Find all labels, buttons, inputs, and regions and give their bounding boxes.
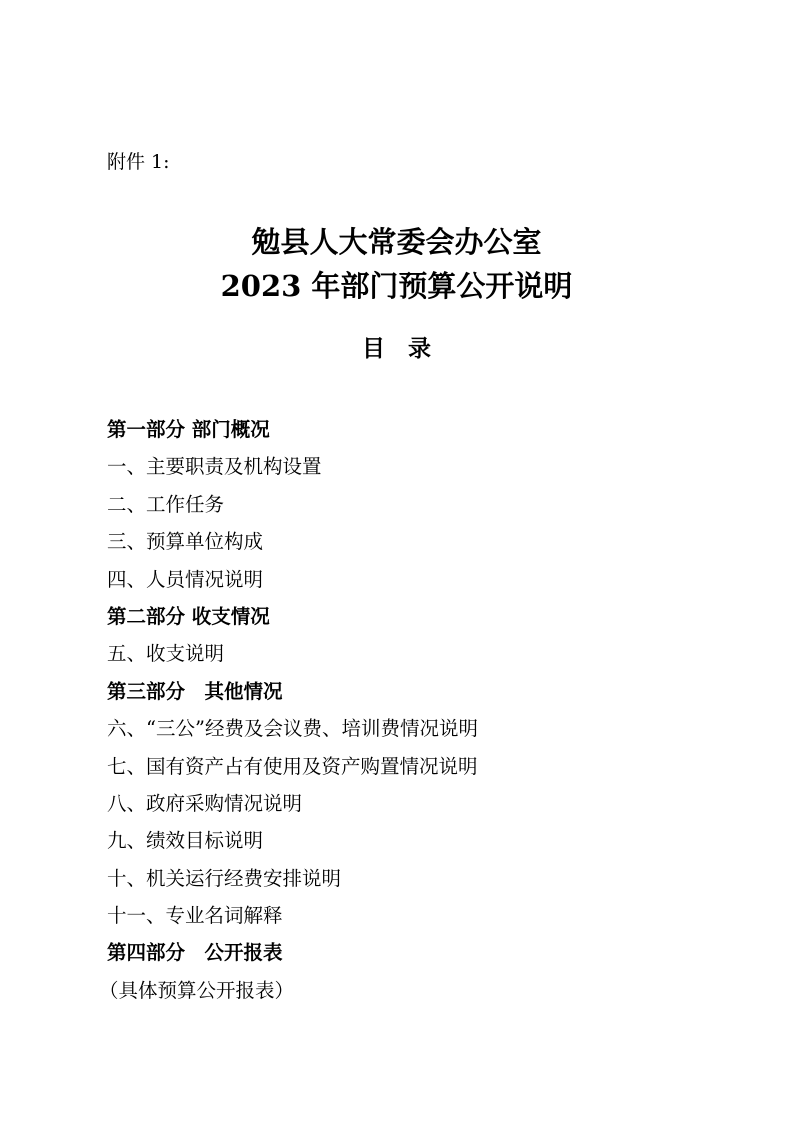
toc-part-3: 第三部分 其他情况 xyxy=(107,679,283,703)
toc-item: 四、人员情况说明 xyxy=(107,567,264,591)
table-of-contents xyxy=(99,411,727,1009)
toc-part-4: 第四部分 公开报表 xyxy=(107,941,283,965)
toc-item-note: （具体预算公开报表） xyxy=(99,978,295,1002)
document-title-line-2: 2023 年部门预算公开说明 xyxy=(220,269,573,303)
toc-item: 六、“三公”经费及会议费、培训费情况说明 xyxy=(107,717,478,741)
toc-item: 五、收支说明 xyxy=(107,642,225,666)
toc-item: 十、机关运行经费安排说明 xyxy=(107,866,342,890)
toc-item: 三、预算单位构成 xyxy=(107,530,264,554)
toc-item: 一、主要职责及机构设置 xyxy=(107,455,322,479)
toc-item: 九、绩效目标说明 xyxy=(107,829,264,853)
toc-part-2: 第二部分 收支情况 xyxy=(107,604,270,628)
toc-item: 七、国有资产占有使用及资产购置情况说明 xyxy=(107,754,478,778)
toc-item: 十一、专业名词解释 xyxy=(107,904,283,928)
toc-heading: 目 录 xyxy=(362,335,431,362)
toc-part-1: 第一部分 部门概况 xyxy=(107,418,270,441)
toc-item: 二、工作任务 xyxy=(107,492,225,516)
toc-item: 八、政府采购情况说明 xyxy=(107,791,303,815)
attachment-label: 附件 1: xyxy=(107,151,170,173)
document-title-line-1: 勉县人大常委会办公室 xyxy=(251,225,542,259)
